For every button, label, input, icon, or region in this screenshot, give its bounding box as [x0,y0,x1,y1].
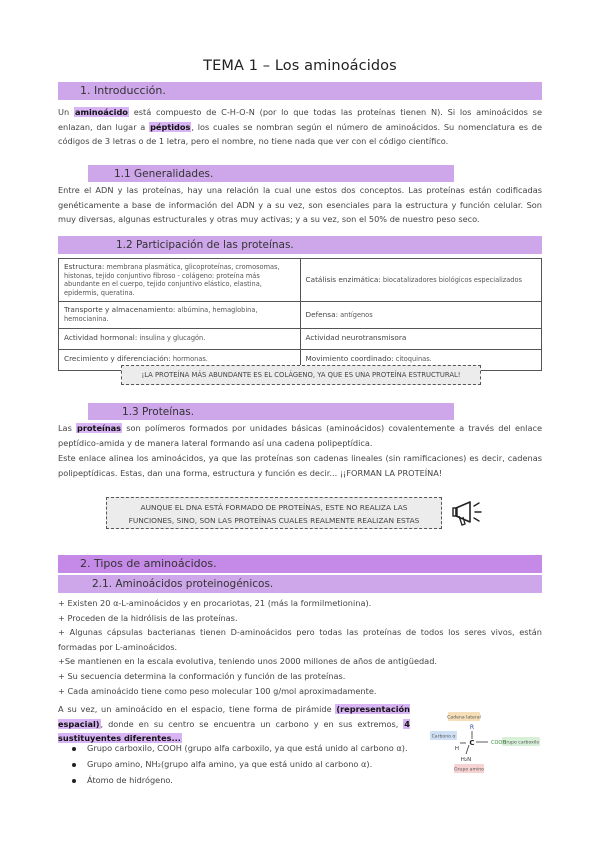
list-item [72,759,372,769]
table-row [59,259,542,302]
generalidades-paragraph: Entre el ADN y las proteínas, hay una relación la cual une estos dos conceptos. Las proteínas están codificadas genéticamente a base de información del ADN y a su vez, son esenciales para la estructura y función celular. Son muy diversas, algunas estructurales y otras muy activas; y a su vez, son el 50% de nuestro peso seco. [58,185,542,225]
cell-text: albúmina, hemaglobina, hemocianina. [64,306,258,323]
participation-table [58,258,542,371]
spatial-paragraph [58,702,410,746]
intro-paragraph [58,105,542,149]
atom-COOH: COOH [491,740,507,746]
table-cell [300,302,542,328]
table-cell [59,259,301,302]
cell-text: antígenos [338,310,373,319]
atom-H2N: H₂N [460,757,472,763]
section-heading-2 [58,555,542,573]
bullet-text: Átomo de hidrógeno. [87,775,173,785]
cell-label: Movimiento coordinado: [305,354,394,364]
keyword-aminoacido: aminoácido [74,107,128,117]
collagen-note: ¡LA PROTEÍNA MÁS ABUNDANTE ES EL COLÁGENO, YA QUE ES UNA PROTEÍNA ESTRUCTURAL! [121,365,481,385]
atom-H: H [454,746,460,752]
dna-note [106,497,442,529]
cell-label: Crecimiento y diferenciación: [64,354,171,364]
cell-text: insulina y glucagón. [137,334,206,343]
page-title: TEMA 1 – Los aminoácidos [203,58,397,74]
spatial-text-1: A su vez, un aminoácido en el espacio, tiene forma de pirámide [58,704,336,714]
table-cell [300,328,542,349]
dna-note-line-2: FUNCIONES, SINO, SON LAS PROTEÍNAS CUALES REALMENTE REALIZAN ESTAS [128,516,420,525]
table-cell [59,328,301,349]
bullet-icon [72,747,76,751]
label-alpha: Carbono α [431,734,456,740]
cell-label: Actividad neurotransmisora [305,333,407,343]
cell-text: membrana plasmática, glicoproteínas, cromosomas, histonas, tejido conjuntivo fibroso - colágeno: proteína más abundante en el cuerpo, tejido conjuntivo elástico, elastina, epidermis, queratina. [64,263,280,297]
intro-text-2: está compuesto de C-H-O-N (por lo que todas las proteínas tienen N). Si los aminoácidos se enlazan, dan lugar a [58,107,542,132]
list-item: + Su secuencia determina la conformación y función de las proteínas. [58,670,346,681]
list-item: + Cada aminoácido tiene como peso molecular 100 g/mol aproximadamente. [58,685,377,696]
cell-label: Catálisis enzimática: [305,274,381,284]
proteinas-paragraph-1 [58,421,542,450]
section-heading-1-1 [88,165,454,182]
section-heading-2-label: 2. Tipos de aminoácidos. [80,557,217,570]
keyword-peptidos: péptidos [150,121,191,132]
label-lateral: Cadena lateral [447,715,481,721]
label-carboxyl: Grupo carboxilo [502,740,540,746]
list-item [72,743,408,753]
list-item: + Algunas cápsulas bacterianas tienen D-aminoácidos pero todas las proteínas de todos los seres vivos, están formadas por L-aminoácidos. [58,627,542,652]
cell-text: biocatalizadores biológicos especializados [380,275,522,284]
proteinogenic-list [58,596,542,698]
proteinas-text-2: son polímeros formados por unidades básicas (aminoácidos) covalentemente a través del enlace peptídico-amida y de manera lateral formando así una cadena polipeptídica. [58,423,542,448]
amino-acid-structure-figure [430,712,542,774]
section-heading-1-label: 1. Introducción. [80,84,166,97]
proteinas-text-1: Las [58,423,77,433]
table-cell [59,302,301,328]
atom-C: C [469,739,475,747]
list-item: + Existen 20 α-L-aminoácidos y en procariotas, 21 (más la formilmetionina). [58,598,372,608]
section-heading-2-1-label: 2.1. Aminoácidos proteinogénicos. [92,578,274,590]
bullet-text: Grupo carboxilo, COOH (grupo alfa carboxilo, ya que está unido al carbono α). [87,743,408,753]
list-item: + Proceden de la hidrólisis de las proteínas. [58,612,238,623]
dna-note-line-1: AUNQUE EL DNA ESTÁ FORMADO DE PROTEÍNAS, ESTE NO REALIZA LAS [140,503,408,512]
bullet-text: Grupo amino, NH₂(grupo alfa amino, ya que está unido al carbono α). [87,759,373,769]
section-heading-1-2-label: 1.2 Participación de las proteínas. [116,239,294,251]
keyword-sustituyentes: 4 sustituyentes diferentes... [58,718,410,744]
label-amino: Grupo amino [454,767,484,773]
section-heading-1-2 [58,236,542,254]
cell-text: citoquinas. [393,355,432,364]
keyword-representacion: (representación espacial) [58,704,410,729]
table-row [59,328,542,349]
megaphone-icon [450,494,490,532]
bullet-icon [72,763,76,767]
section-heading-2-1 [58,575,542,593]
keyword-proteinas: proteínas [77,423,122,433]
section-heading-1-3-label: 1.3 Proteínas. [122,406,195,418]
section-heading-1-3 [88,403,454,420]
cell-label: Transporte y almacenamiento: [64,305,176,315]
section-heading-1-1-label: 1.1 Generalidades. [114,168,214,180]
proteinas-paragraph-2: Este enlace alinea los aminoácidos, ya que las proteínas son cadenas lineales (sin ramificaciones) es decir, cadenas polipeptídicas. Estas, dan una forma, estructura y función es decir... ¡¡FORMAN LA PROTEÍNA! [58,453,542,478]
spatial-text-2: , donde en su centro se encuentra un carbono y en sus extremos, [100,718,404,729]
list-item: +Se mantienen en la escala evolutiva, teniendo unos 2000 millones de años de antigüedad. [58,656,437,667]
bullet-icon [72,779,76,783]
table-row [59,302,542,328]
cell-text: hormonas. [170,355,208,364]
atom-R: R [469,724,475,731]
cell-label: Estructura: [64,262,105,271]
intro-text-3: , los cuales se nombran según el número de aminoácidos. Su nomenclatura es de códigos de 3 letras o de 1 letra, pero el nombre, no tiene nada que ver con el código científico. [58,121,542,147]
cell-label: Defensa: [305,309,339,319]
list-item [72,775,173,785]
section-heading-1 [58,82,542,100]
intro-text-1: Un [58,107,74,117]
cell-label: Actividad hormonal: [64,333,138,343]
table-cell [300,259,542,302]
